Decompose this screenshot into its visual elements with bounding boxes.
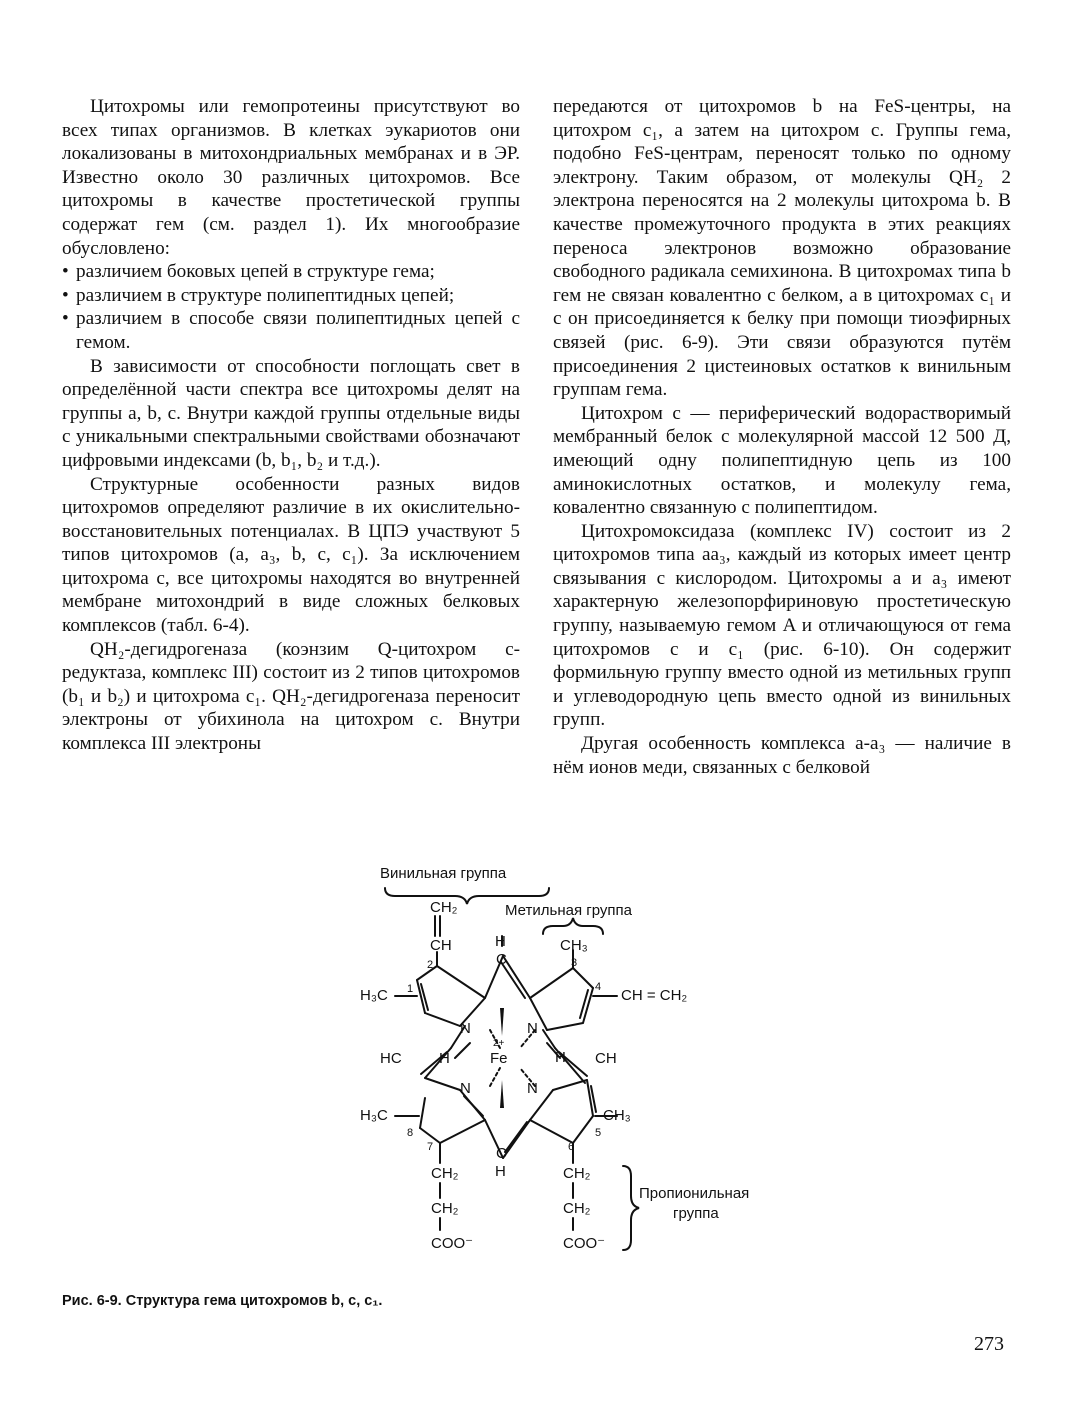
- paragraph: В зависимости от способности поглощать свет в определённой части спектра все цитохромы делят на группы a, b, c. Внутри каждой группы отдельные виды с уникальными спектральными свойствами обозначают цифровыми индексами (b, b₁, b₂ и т.д.).: [62, 355, 520, 471]
- left-column: [62, 95, 520, 756]
- page-number: 273: [974, 1333, 1004, 1355]
- position-number: 2: [427, 959, 434, 971]
- list-item: • различием в структуре полипептидных цепей;: [62, 284, 520, 308]
- atom-label: N: [460, 1020, 471, 1037]
- atom-label: CH₂: [563, 1165, 591, 1182]
- list-item: • различием в способе связи полипептидных цепей с гемом.: [62, 307, 520, 354]
- position-number: 6: [568, 1141, 575, 1153]
- propionyl-group-label: Пропионильная: [639, 1185, 750, 1202]
- atom-label: CH₃: [560, 937, 588, 954]
- position-number: 4: [595, 981, 602, 993]
- paragraph: Цитохромы или гемопротеины присутствуют во всех типах организмов. В клетках эукариотов они локализованы в митохондриальных мембранах и в ЭР. Известно около 30 различных цитохромов. Все цитохромы в качестве простетической группы содержат гем (см. раздел 1). Их многообразие обусловлено:: [62, 96, 520, 259]
- right-column: [553, 95, 1011, 779]
- atom-label: H: [555, 1049, 566, 1066]
- atom-label: H: [495, 1163, 506, 1180]
- atom-label: CH₃: [603, 1107, 631, 1124]
- paragraph: передаются от цитохромов b на FeS-центры, на цитохром c₁, а затем на цитохром c. Группы гема, подобно FeS-центрам, переносят только по одному электрону. Таким образом, от молекулы QH₂ 2 электрона переносятся на 2 молекулы цитохрома b. В качестве промежуточного продукта в этих реакциях переноса электронов возможно образование свободного радикала семихинона. В цитохромах типа b гем не связан ковалентно с белком, а в цитохромах c₁ и c он присоединяется к белку при помощи тиоэфирных связей (рис. 6-9). Эти связи образуются путём присоединения 2 цистеиновых остатков к винильным группам гема.: [553, 96, 1011, 401]
- atom-label: HC: [380, 1050, 402, 1067]
- position-number: 5: [595, 1127, 602, 1139]
- atom-label: C: [496, 1145, 507, 1162]
- iron-atom-label: Fe: [490, 1050, 508, 1067]
- atom-label: N: [527, 1020, 538, 1037]
- atom-label: C: [496, 951, 507, 968]
- iron-charge-label: 2+: [493, 1038, 505, 1049]
- atom-label: H: [439, 1050, 450, 1067]
- position-number: 7: [427, 1141, 434, 1153]
- propionyl-group-label: группа: [673, 1205, 719, 1222]
- atom-label: H₃C: [360, 987, 388, 1004]
- heme-structure-figure: [355, 858, 795, 1258]
- list-item: • различием боковых цепей в структуре гема;: [62, 260, 520, 284]
- vinyl-group-label: Винильная группа: [380, 865, 507, 882]
- atom-label: H₃C: [360, 1107, 388, 1124]
- atom-label: CH₂: [430, 899, 458, 916]
- atom-label: CH: [595, 1050, 617, 1067]
- atom-label: COO⁻: [431, 1235, 474, 1252]
- atom-label: CH₂: [431, 1165, 459, 1182]
- paragraph: QH₂-дегидрогеназа (коэнзим Q-цитохром c-редуктаза, комплекс III) состоит из 2 типов цитохромов (b₁ и b₂) и цитохрома c₁. QH₂-дегидрогеназа переносит электроны от убихинола на цитохром c. Внутри комплекса III электроны: [62, 638, 520, 755]
- atom-label: CH = CH₂: [621, 987, 688, 1004]
- heme-structure-diagram: [355, 858, 795, 1258]
- methyl-group-label: Метильная группа: [505, 902, 632, 919]
- paragraph: Структурные особенности разных видов цитохромов определяют различие в их окислительно-восстановительных потенциалах. В ЦПЭ участвуют 5 типов цитохромов (a, a₃, b, c, c₁). За исключением цитохрома c, все цитохромы находятся во внутренней мембране митохондрий в виде сложных белковых комплексов (табл. 6-4).: [62, 473, 520, 637]
- position-number: 3: [571, 957, 578, 969]
- bullet-list: [62, 260, 520, 354]
- paragraph: Цитохромоксидаза (комплекс IV) состоит из 2 цитохромов типа aa₃, каждый из которых имеет центр связывания с кислородом. Цитохромы a и a₃ имеют характерную железопорфириновую простетическую группу, называемую гемом A и отличающуюся от гема цитохромов c и c₁ (рис. 6-10). Он содержит формильную группу вместо одной из метильных групп и углеводородную цепь вместо одной из винильных групп.: [553, 520, 1011, 731]
- atom-label: H: [495, 933, 506, 950]
- atom-label: COO⁻: [563, 1235, 606, 1252]
- paragraph: Другая особенность комплекса a-a₃ — наличие в нём ионов меди, связанных с белковой: [553, 733, 1011, 778]
- atom-label: CH₂: [563, 1200, 591, 1217]
- position-number: 8: [407, 1127, 414, 1139]
- paragraph: Цитохром c — периферический водорастворимый мембранный белок с молекулярной массой 12 500 Д, имеющий одну полипептидную цепь из 100 аминокислотных остатков, и молекулу гема, ковалентно связанную с полипептидом.: [553, 402, 1011, 519]
- atom-label: CH₂: [431, 1200, 459, 1217]
- figure-caption: Рис. 6-9. Структура гема цитохромов b, c, c₁.: [62, 1293, 383, 1309]
- atom-label: N: [460, 1080, 471, 1097]
- atom-label: CH: [430, 937, 452, 954]
- position-number: 1: [407, 983, 414, 995]
- atom-label: N: [527, 1080, 538, 1097]
